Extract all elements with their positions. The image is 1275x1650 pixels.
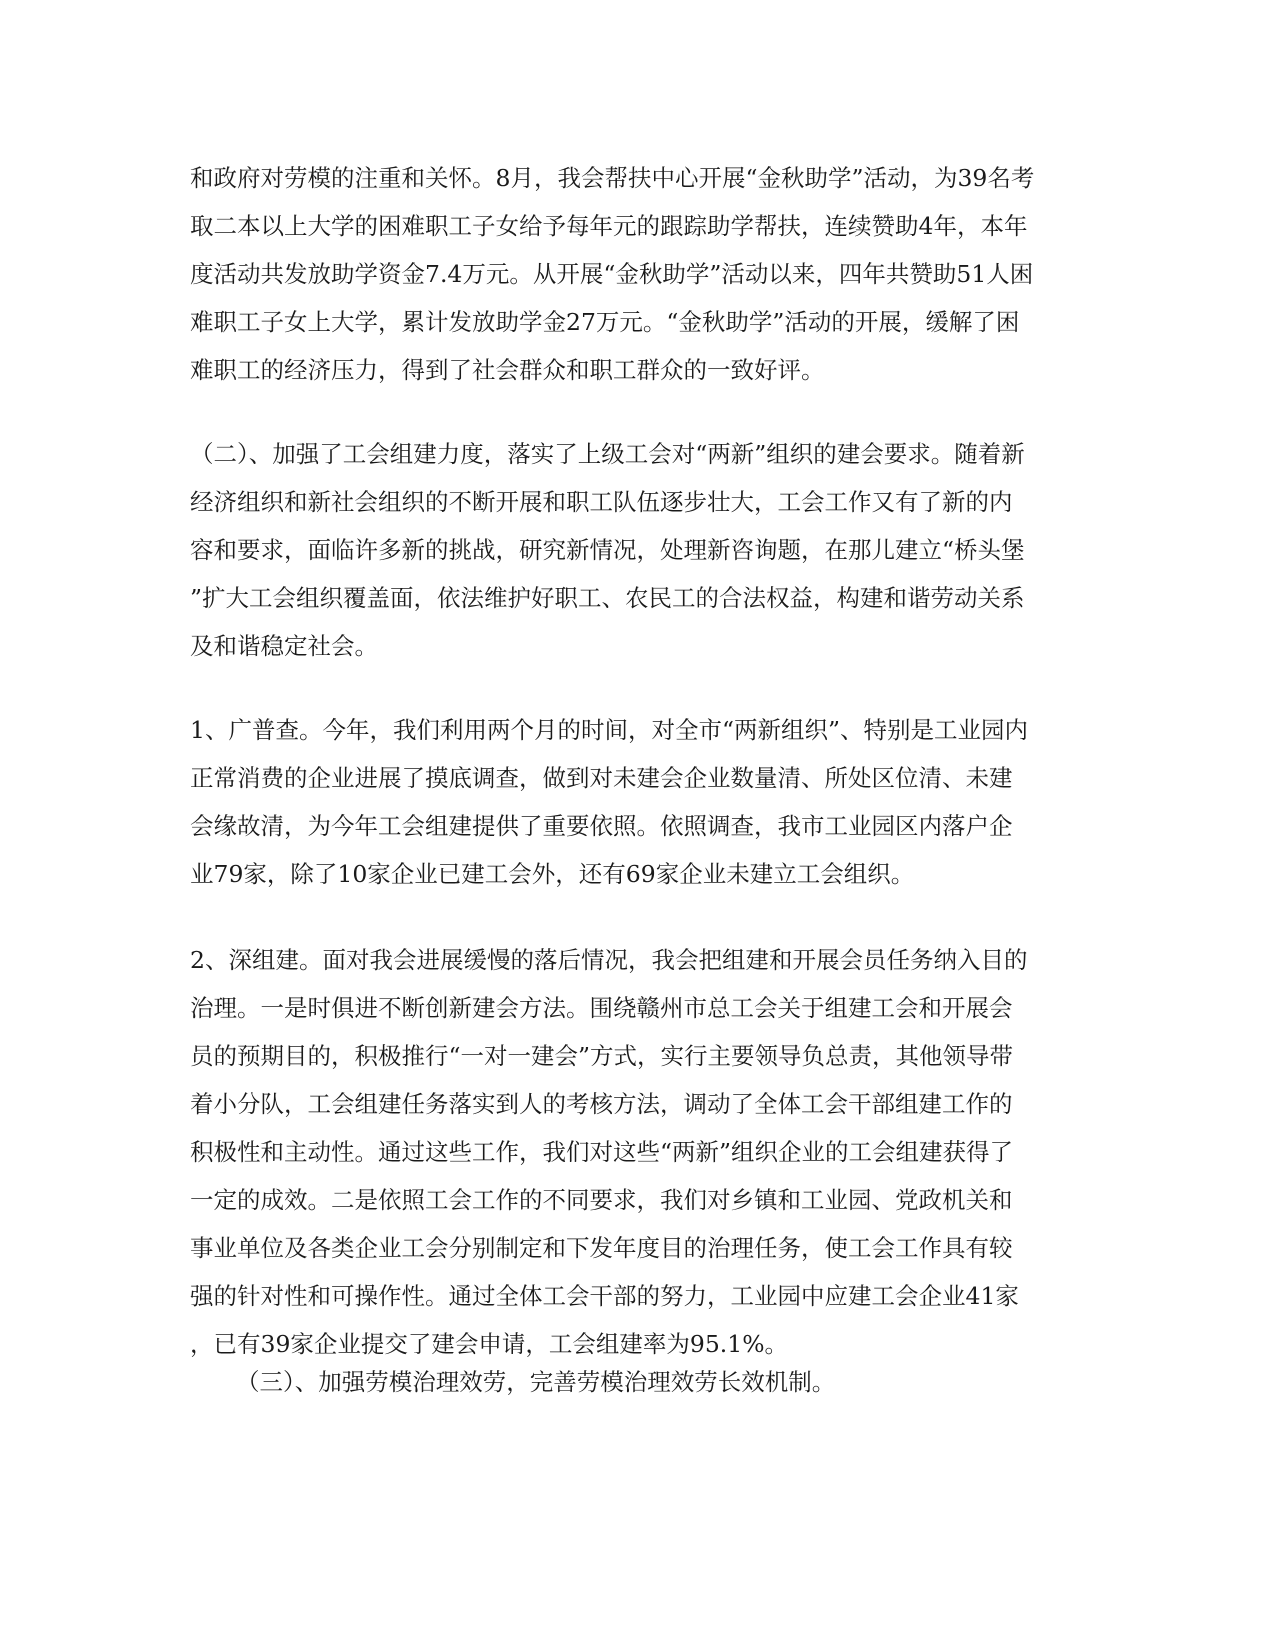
text-line: （二）、加强了工会组建力度，落实了上级工会对“两新”组织的建会要求。随着新 (190, 440, 1025, 468)
text-line: 经济组织和新社会组织的不断开展和职工队伍逐步壮大，工会工作又有了新的内 (190, 488, 1013, 516)
text-line: 及和谐稳定社会。 (190, 632, 378, 660)
text-line: 1、广普查。今年，我们利用两个月的时间，对全市“两新组织”、特别是工业园内 (190, 716, 1028, 744)
text-line: 难职工的经济压力，得到了社会群众和职工群众的一致好评。 (190, 356, 825, 384)
paragraph-section-two (190, 430, 1070, 670)
text-line: （三）、加强劳模治理效劳，完善劳模治理效劳长效机制。 (236, 1368, 836, 1396)
text-line: 着小分队，工会组建任务落实到人的考核方法，调动了全体工会干部组建工作的 (190, 1090, 1013, 1118)
paragraph-survey (190, 706, 1070, 898)
text-line: 积极性和主动性。通过这些工作，我们对这些“两新”组织企业的工会组建获得了 (190, 1138, 1014, 1166)
text-line: 业79家，除了10家企业已建工会外，还有69家企业未建立工会组织。 (190, 860, 915, 888)
text-line: 和政府对劳模的注重和关怀。8月，我会帮扶中心开展“金秋助学”活动，为39名考 (190, 164, 1035, 192)
text-line: 容和要求，面临许多新的挑战，研究新情况，处理新咨询题，在那儿建立“桥头堡 (190, 536, 1025, 564)
text-line: 难职工子女上大学，累计发放助学金27万元。“金秋助学”活动的开展，缓解了困 (190, 308, 1020, 336)
text-line: 2、深组建。面对我会进展缓慢的落后情况，我会把组建和开展会员任务纳入目的 (190, 946, 1028, 974)
paragraph-golden-autumn-aid (190, 154, 1070, 394)
text-line: 正常消费的企业进展了摸底调查，做到对未建会企业数量清、所处区位清、未建 (190, 764, 1013, 792)
text-line: ，已有39家企业提交了建会申请，工会组建率为95.1%。 (190, 1330, 789, 1358)
text-line: 会缘故清，为今年工会组建提供了重要依照。依照调查，我市工业园区内落户企 (190, 812, 1013, 840)
text-line: 治理。一是时俱进不断创新建会方法。围绕赣州市总工会关于组建工会和开展会 (190, 994, 1013, 1022)
paragraph-section-three-heading (190, 1358, 1070, 1406)
text-line: 事业单位及各类企业工会分别制定和下发年度目的治理任务，使工会工作具有较 (190, 1234, 1013, 1262)
text-line: 取二本以上大学的困难职工子女给予每年元的跟踪助学帮扶，连续赞助4年，本年 (190, 212, 1028, 240)
paragraph-organizing (190, 936, 1070, 1368)
text-line: 强的针对性和可操作性。通过全体工会干部的努力，工业园中应建工会企业41家 (190, 1282, 1019, 1310)
text-line: 度活动共发放助学资金7.4万元。从开展“金秋助学”活动以来，四年共赞助51人困 (190, 260, 1034, 288)
text-line: 一定的成效。二是依照工会工作的不同要求，我们对乡镇和工业园、党政机关和 (190, 1186, 1013, 1214)
text-line: ”扩大工会组织覆盖面，依法维护好职工、农民工的合法权益，构建和谐劳动关系 (190, 584, 1025, 612)
text-line: 员的预期目的，积极推行“一对一建会”方式，实行主要领导负总责，其他领导带 (190, 1042, 1014, 1070)
